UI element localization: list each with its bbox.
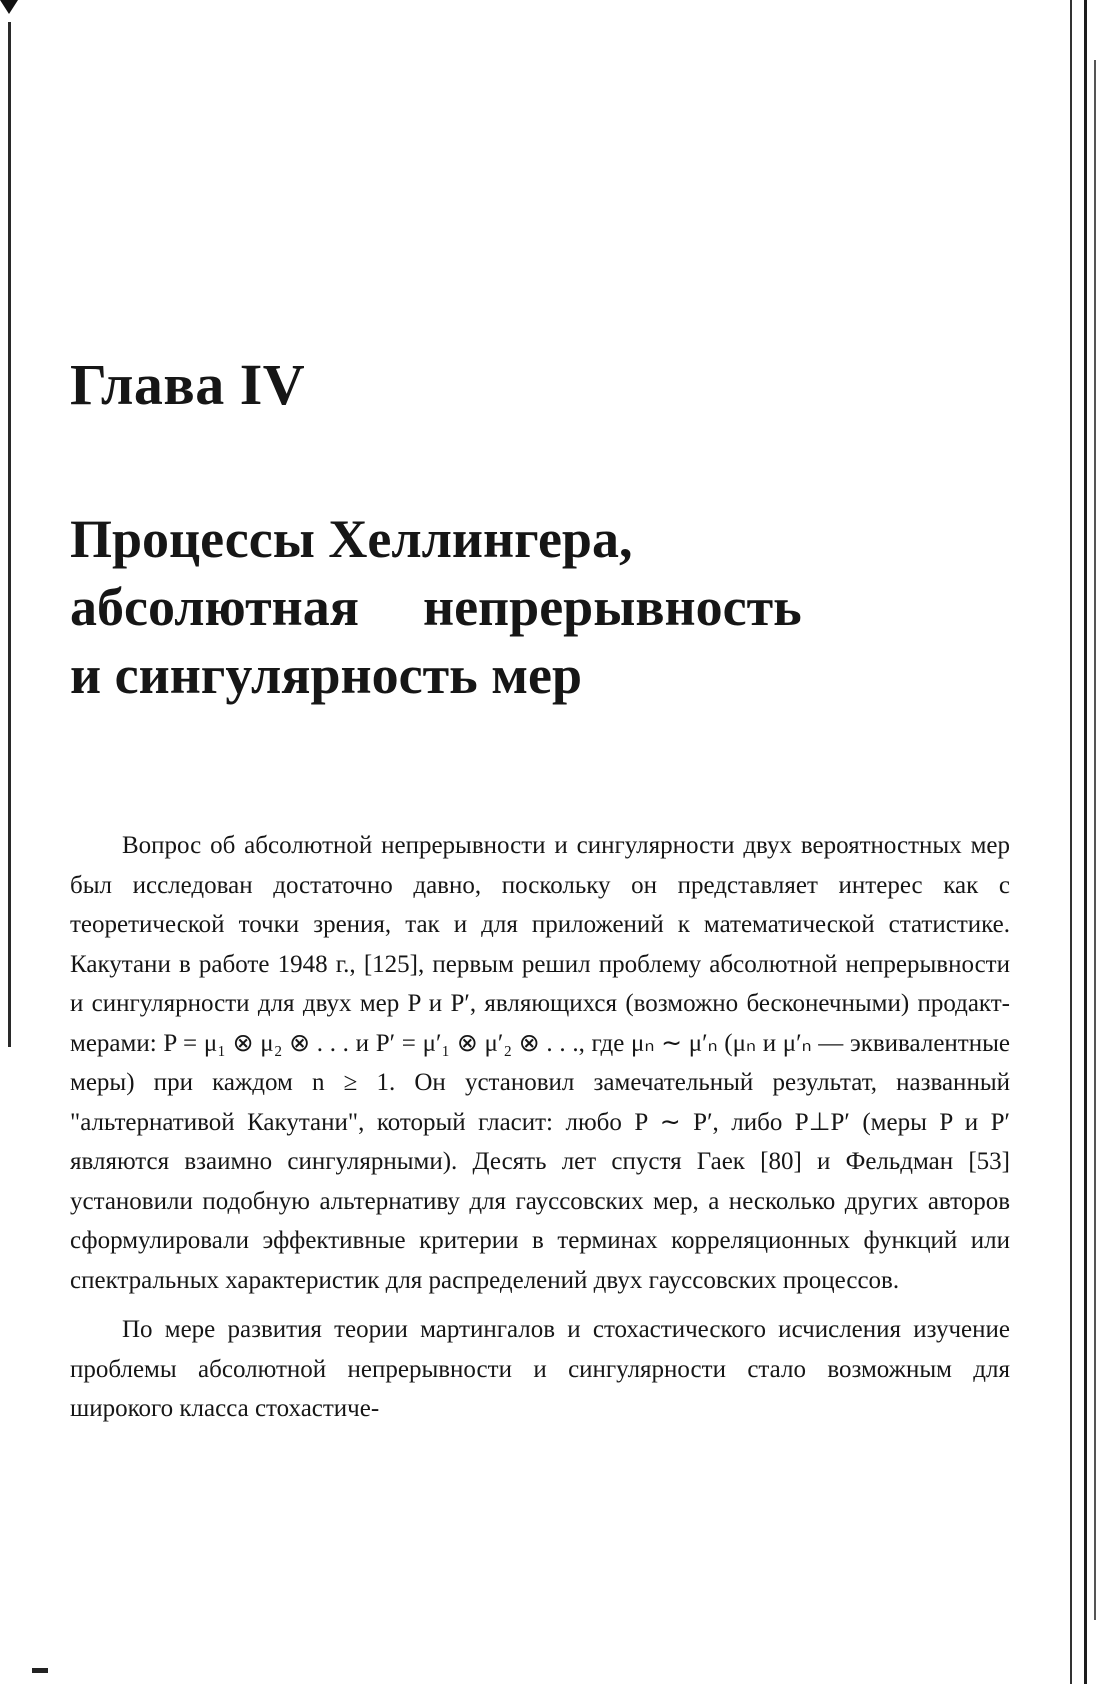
chapter-label: Глава IV — [70, 352, 306, 417]
scan-right-edge — [1084, 0, 1087, 1684]
chapter-title-word: непрерывность — [422, 577, 802, 637]
paragraph: По мере развития теории мартингалов и стохастического исчисления изучение проблемы абсолютной непрерывности и сингулярности стало возможным для широкого класса стохастиче- — [70, 1316, 1010, 1422]
scan-right-edge — [1094, 60, 1096, 1620]
chapter-title-word: абсолютная — [70, 577, 359, 637]
scan-right-edge — [1070, 0, 1072, 1684]
paragraph: Вопрос об абсолютной непрерывности и сингулярности двух вероятностных мер был исследован достаточно давно, поскольку он представляет интерес как с теоретической точки зрения, так и для приложений к математической статистике. Какутани в работе 1948 г., [125], первым решил проблему абсолютной непрерывности и сингулярности для двух мер P и P′, являющихся (возможно бесконечными) продакт-мерами: P = μ₁ ⊗ μ₂ ⊗ . . . и P′ = μ′₁ ⊗ μ′₂ ⊗ . . ., где μₙ ∼ μ′ₙ (μₙ и μ′ₙ — эквивалентные меры) при каждом n ≥ 1. Он установил замечательный результат, названный "альтернативой Какутани", который гласит: любо P ∼ P′, либо P⊥P′ (меры P и P′ являются взаимно сингулярными). Десять лет спустя Гаек [80] и Фельдман [53] установили подобную альтернативу для гауссовских мер, а несколько других авторов сформулировали эффективные критерии в терминах корреляционных функций или спектральных характеристик для распределений двух гауссовских процессов. — [70, 832, 1010, 1294]
chapter-title — [70, 505, 970, 709]
chapter-title-line-2 — [70, 573, 970, 641]
scan-corner-mark — [0, 0, 18, 14]
body-text — [70, 826, 1010, 1439]
chapter-title-line: Процессы Хеллингера, — [70, 509, 633, 569]
scan-left-edge — [8, 22, 11, 1047]
chapter-title-line: и сингулярность мер — [70, 645, 582, 705]
scan-bottom-mark — [32, 1668, 48, 1673]
